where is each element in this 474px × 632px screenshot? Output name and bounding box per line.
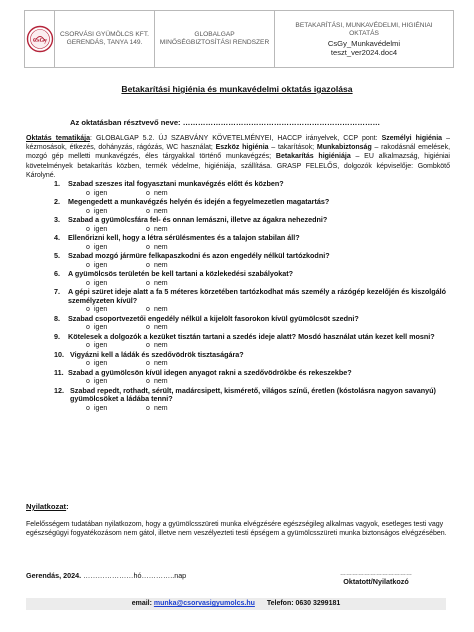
question-text-line bbox=[54, 216, 450, 225]
checkbox-circle-icon[interactable]: o bbox=[146, 306, 150, 314]
checkbox-circle-icon[interactable]: o bbox=[146, 360, 150, 368]
date-dots: …………………hó…………..nap bbox=[83, 571, 187, 580]
answer-label: igen bbox=[94, 243, 108, 251]
question-number: 2. bbox=[54, 197, 60, 206]
question-text-line bbox=[54, 315, 450, 324]
question-number: 8. bbox=[54, 313, 60, 323]
answer-label: igen bbox=[94, 378, 108, 386]
topic-text: : GLOBALGAP 5.2. ÚJ SZABVÁNY KÖVETELMÉNYEI, HACCP irányelvek, CCP pont: bbox=[89, 135, 378, 142]
company-logo bbox=[26, 25, 54, 53]
doc-type-2: OKTATÁS bbox=[349, 30, 379, 37]
question-number: 7. bbox=[54, 287, 60, 296]
answer-label: nem bbox=[154, 261, 168, 269]
answer-label: igen bbox=[94, 261, 108, 269]
system-cell bbox=[155, 11, 275, 67]
participant-dots: …………………………………………………………………… bbox=[182, 118, 381, 127]
question-text: A gépi szüret ideje alatt a fa 5 méteres körzetében tartózkodhat más személy a rázógép kezelőjén és kiszolgáló személyzeten kívül? bbox=[68, 287, 447, 305]
checkbox-circle-icon[interactable]: o bbox=[86, 261, 90, 269]
question-text-line bbox=[54, 288, 450, 305]
page-title: Betakarítási higiénia és munkavédelmi oktatás igazolása bbox=[121, 84, 353, 94]
checkbox-circle-icon[interactable]: o bbox=[86, 360, 90, 368]
question-item bbox=[54, 351, 450, 369]
question-item bbox=[54, 333, 450, 351]
question-number: 9. bbox=[54, 331, 60, 341]
doc-file: teszt_ver2024.doc4 bbox=[330, 47, 398, 57]
question-text-line bbox=[54, 351, 450, 360]
signature-row bbox=[26, 571, 452, 586]
doc-info-cell bbox=[275, 11, 453, 67]
answer-label: nem bbox=[154, 405, 168, 413]
doc-code: CsGy_Munkavédelmi bbox=[327, 38, 401, 48]
answer-label: nem bbox=[154, 189, 168, 197]
question-item bbox=[54, 198, 450, 216]
question-number: 6. bbox=[54, 269, 60, 278]
question-text-line bbox=[54, 387, 450, 404]
answer-label: nem bbox=[154, 342, 168, 350]
doc-type: BETAKARÍTÁSI, MUNKAVÉDELMI, HIGIÉNIAI bbox=[295, 21, 433, 29]
place-date bbox=[26, 571, 186, 586]
participant-label: Az oktatásban résztvevő neve: bbox=[70, 118, 181, 127]
hygiene-label: Személyi higiénia bbox=[381, 135, 443, 142]
declaration-text: Felelősségem tudatában nyilatkozom, hogy a gyümölcsszüreti munka elvégzésére egészségileg alkalmas vagyok, esetleges testi vagy egészségügyi fogyatékozásom nem gátol, illetve nem veszélyezteti testi épségem a gyümölcsszüreti munka biztonságos elvégzésében. bbox=[26, 521, 447, 538]
checkbox-circle-icon[interactable]: o bbox=[86, 306, 90, 314]
answer-label: nem bbox=[154, 207, 168, 215]
question-item bbox=[54, 315, 450, 333]
answer-label: igen bbox=[94, 360, 108, 368]
checkbox-circle-icon[interactable]: o bbox=[146, 324, 150, 332]
question-text: Szabad a gyümölcsfára fel- és onnan lemászni, illetve az ágakra nehezedni? bbox=[68, 215, 328, 224]
question-text-line bbox=[54, 252, 450, 261]
checkbox-circle-icon[interactable]: o bbox=[86, 342, 90, 350]
topic-label: Oktatás tematikája bbox=[26, 135, 90, 142]
checkbox-circle-icon[interactable]: o bbox=[146, 405, 150, 413]
checkbox-circle-icon[interactable]: o bbox=[146, 225, 150, 233]
answer-option-yes[interactable] bbox=[86, 404, 146, 413]
answer-label: igen bbox=[94, 324, 108, 332]
logo-cell bbox=[25, 11, 55, 67]
question-item bbox=[54, 270, 450, 288]
question-text: Szabad a gyümölcsön kívül idegen anyagot rakni a szedővödrökbe és rekeszekbe? bbox=[68, 367, 352, 377]
email-link[interactable]: munka@csorvasigyumolcs.hu bbox=[153, 600, 255, 607]
answer-label: igen bbox=[94, 189, 108, 197]
declaration-colon: : bbox=[66, 502, 69, 511]
question-number: 5. bbox=[54, 251, 60, 260]
question-text: Szabad szeszes ital fogyasztani munkavégzés előtt és közben? bbox=[68, 179, 284, 188]
checkbox-circle-icon[interactable]: o bbox=[146, 207, 150, 215]
checkbox-circle-icon[interactable]: o bbox=[86, 279, 90, 287]
checkbox-circle-icon[interactable]: o bbox=[86, 405, 90, 413]
training-topics bbox=[26, 134, 450, 180]
company-address: GERENDÁS, TANYA 149. bbox=[66, 39, 143, 46]
checkbox-circle-icon[interactable]: o bbox=[146, 342, 150, 350]
declaration-title bbox=[26, 502, 69, 511]
answer-label: igen bbox=[94, 342, 108, 350]
phone-text: Telefon: 0630 3299181 bbox=[266, 600, 341, 607]
system-subtitle: MINŐSÉGBIZTOSÍTÁSI RENDSZER bbox=[159, 39, 270, 46]
answer-label: nem bbox=[154, 360, 168, 368]
contact-footer bbox=[26, 598, 446, 610]
question-text-line bbox=[54, 234, 450, 243]
question-item bbox=[54, 288, 450, 315]
answer-options bbox=[86, 404, 450, 413]
checkbox-circle-icon[interactable]: o bbox=[86, 378, 90, 386]
question-number: 10. bbox=[54, 349, 64, 359]
answer-label: igen bbox=[94, 207, 108, 215]
harvest-label: Betakarítás higiéniája bbox=[275, 153, 351, 161]
declaration-title-text: Nyilatkozat bbox=[26, 502, 67, 511]
signature-dots: ……………………………… bbox=[340, 571, 412, 577]
question-item bbox=[54, 387, 450, 414]
question-text: Szabad mozgó jármüre felkapaszkodni és azon engedély nélkül tartózkodni? bbox=[68, 251, 330, 260]
answer-label: nem bbox=[154, 324, 168, 332]
signature-block bbox=[340, 571, 412, 586]
hygiene-text: – kézmosások, étkezés, dohányzás, rágózás, WC használat; bbox=[26, 135, 450, 152]
safety-text: – rakodásnál emelések, mozgó gép melletti munkavégzés, éles tárgyakkal történő munkavégzés; bbox=[26, 144, 451, 161]
question-number: 11. bbox=[54, 367, 64, 377]
question-list bbox=[54, 180, 450, 413]
answer-label: igen bbox=[94, 405, 108, 413]
checkbox-circle-icon[interactable]: o bbox=[86, 207, 90, 215]
answer-label: nem bbox=[154, 279, 168, 287]
question-number: 4. bbox=[54, 233, 60, 242]
checkbox-circle-icon[interactable]: o bbox=[86, 225, 90, 233]
question-text: Megengedett a munkavégzés helyén és idején a fegyelmezetlen magatartás? bbox=[68, 197, 330, 206]
answer-label: igen bbox=[94, 225, 108, 233]
system-name: GLOBALGAP bbox=[194, 30, 235, 38]
checkbox-circle-icon[interactable]: o bbox=[146, 279, 150, 287]
harvest-text: – EU alkalmazság, higiéniai követelmények betakarítás közben, termék védelme, higiéniája, szállítása. GRASP FELELŐS, dolgozók képviselője: Gombkötő Károlyné. bbox=[26, 153, 450, 179]
question-text: Szabad csoportvezetői engedély nélkül a kijelölt fasorokon kívül gyümölcsöt szedni? bbox=[68, 313, 359, 323]
answer-option-no[interactable] bbox=[146, 404, 206, 413]
answer-label: igen bbox=[94, 306, 108, 314]
place-date-label: Gerendás, 2024. bbox=[26, 571, 82, 580]
company-cell bbox=[55, 11, 155, 67]
question-number: 12. bbox=[54, 385, 64, 395]
question-text-line bbox=[54, 198, 450, 207]
checkbox-circle-icon[interactable]: o bbox=[146, 378, 150, 386]
question-text-line bbox=[54, 369, 450, 378]
checkbox-circle-icon[interactable]: o bbox=[86, 324, 90, 332]
question-text-line bbox=[54, 270, 450, 279]
participant-line bbox=[70, 118, 380, 127]
tools-text: – takarítások; bbox=[268, 144, 315, 152]
company-name: CSORVÁSI GYÜMÖLCS KFT. bbox=[60, 30, 149, 38]
question-text: Szabad repedt, rothadt, sérült, madárcsipett, kismérető, világos színű, éretlen (kóstolásra nagyon savanyú) gyümölcsöket a ládába tenni? bbox=[70, 385, 436, 404]
question-text-line bbox=[54, 333, 450, 342]
checkbox-circle-icon[interactable]: o bbox=[146, 261, 150, 269]
question-item bbox=[54, 216, 450, 234]
question-text-line bbox=[54, 180, 450, 189]
checkbox-circle-icon[interactable]: o bbox=[146, 243, 150, 251]
answer-label: nem bbox=[154, 225, 168, 233]
email-label: email: bbox=[131, 600, 154, 607]
checkbox-circle-icon[interactable]: o bbox=[86, 243, 90, 251]
question-number: 3. bbox=[54, 215, 60, 224]
question-number: 1. bbox=[54, 179, 60, 188]
document-header bbox=[24, 10, 454, 68]
question-item bbox=[54, 180, 450, 198]
question-text: Vigyázni kell a ládák és szedővödrök tisztaságára? bbox=[70, 349, 244, 359]
question-item bbox=[54, 234, 450, 252]
answer-label: igen bbox=[94, 279, 108, 287]
question-item bbox=[54, 252, 450, 270]
question-item bbox=[54, 369, 450, 387]
checkbox-circle-icon[interactable]: o bbox=[86, 189, 90, 197]
safety-label: Munkabiztonság bbox=[316, 144, 372, 152]
question-text: Kötelesek a dolgozók a kezüket tisztán tartani a szedés ideje alatt? Mosdó használat után kezet kell mosni? bbox=[68, 331, 435, 341]
question-text: Ellenőrizni kell, hogy a létra sérülésmentes és a talajon stabilan áll? bbox=[68, 233, 300, 242]
question-text: A gyümölcsös területén be kell tartani a közlekedési szabályokat? bbox=[68, 269, 294, 278]
signature-label: Oktatott/Nyilatkozó bbox=[343, 577, 409, 586]
tools-label: Eszköz higiénia bbox=[215, 144, 269, 152]
answer-label: nem bbox=[154, 306, 168, 314]
answer-label: nem bbox=[154, 243, 168, 251]
svg-text:CsGy: CsGy bbox=[32, 38, 47, 44]
answer-label: nem bbox=[154, 378, 168, 386]
checkbox-circle-icon[interactable]: o bbox=[146, 189, 150, 197]
